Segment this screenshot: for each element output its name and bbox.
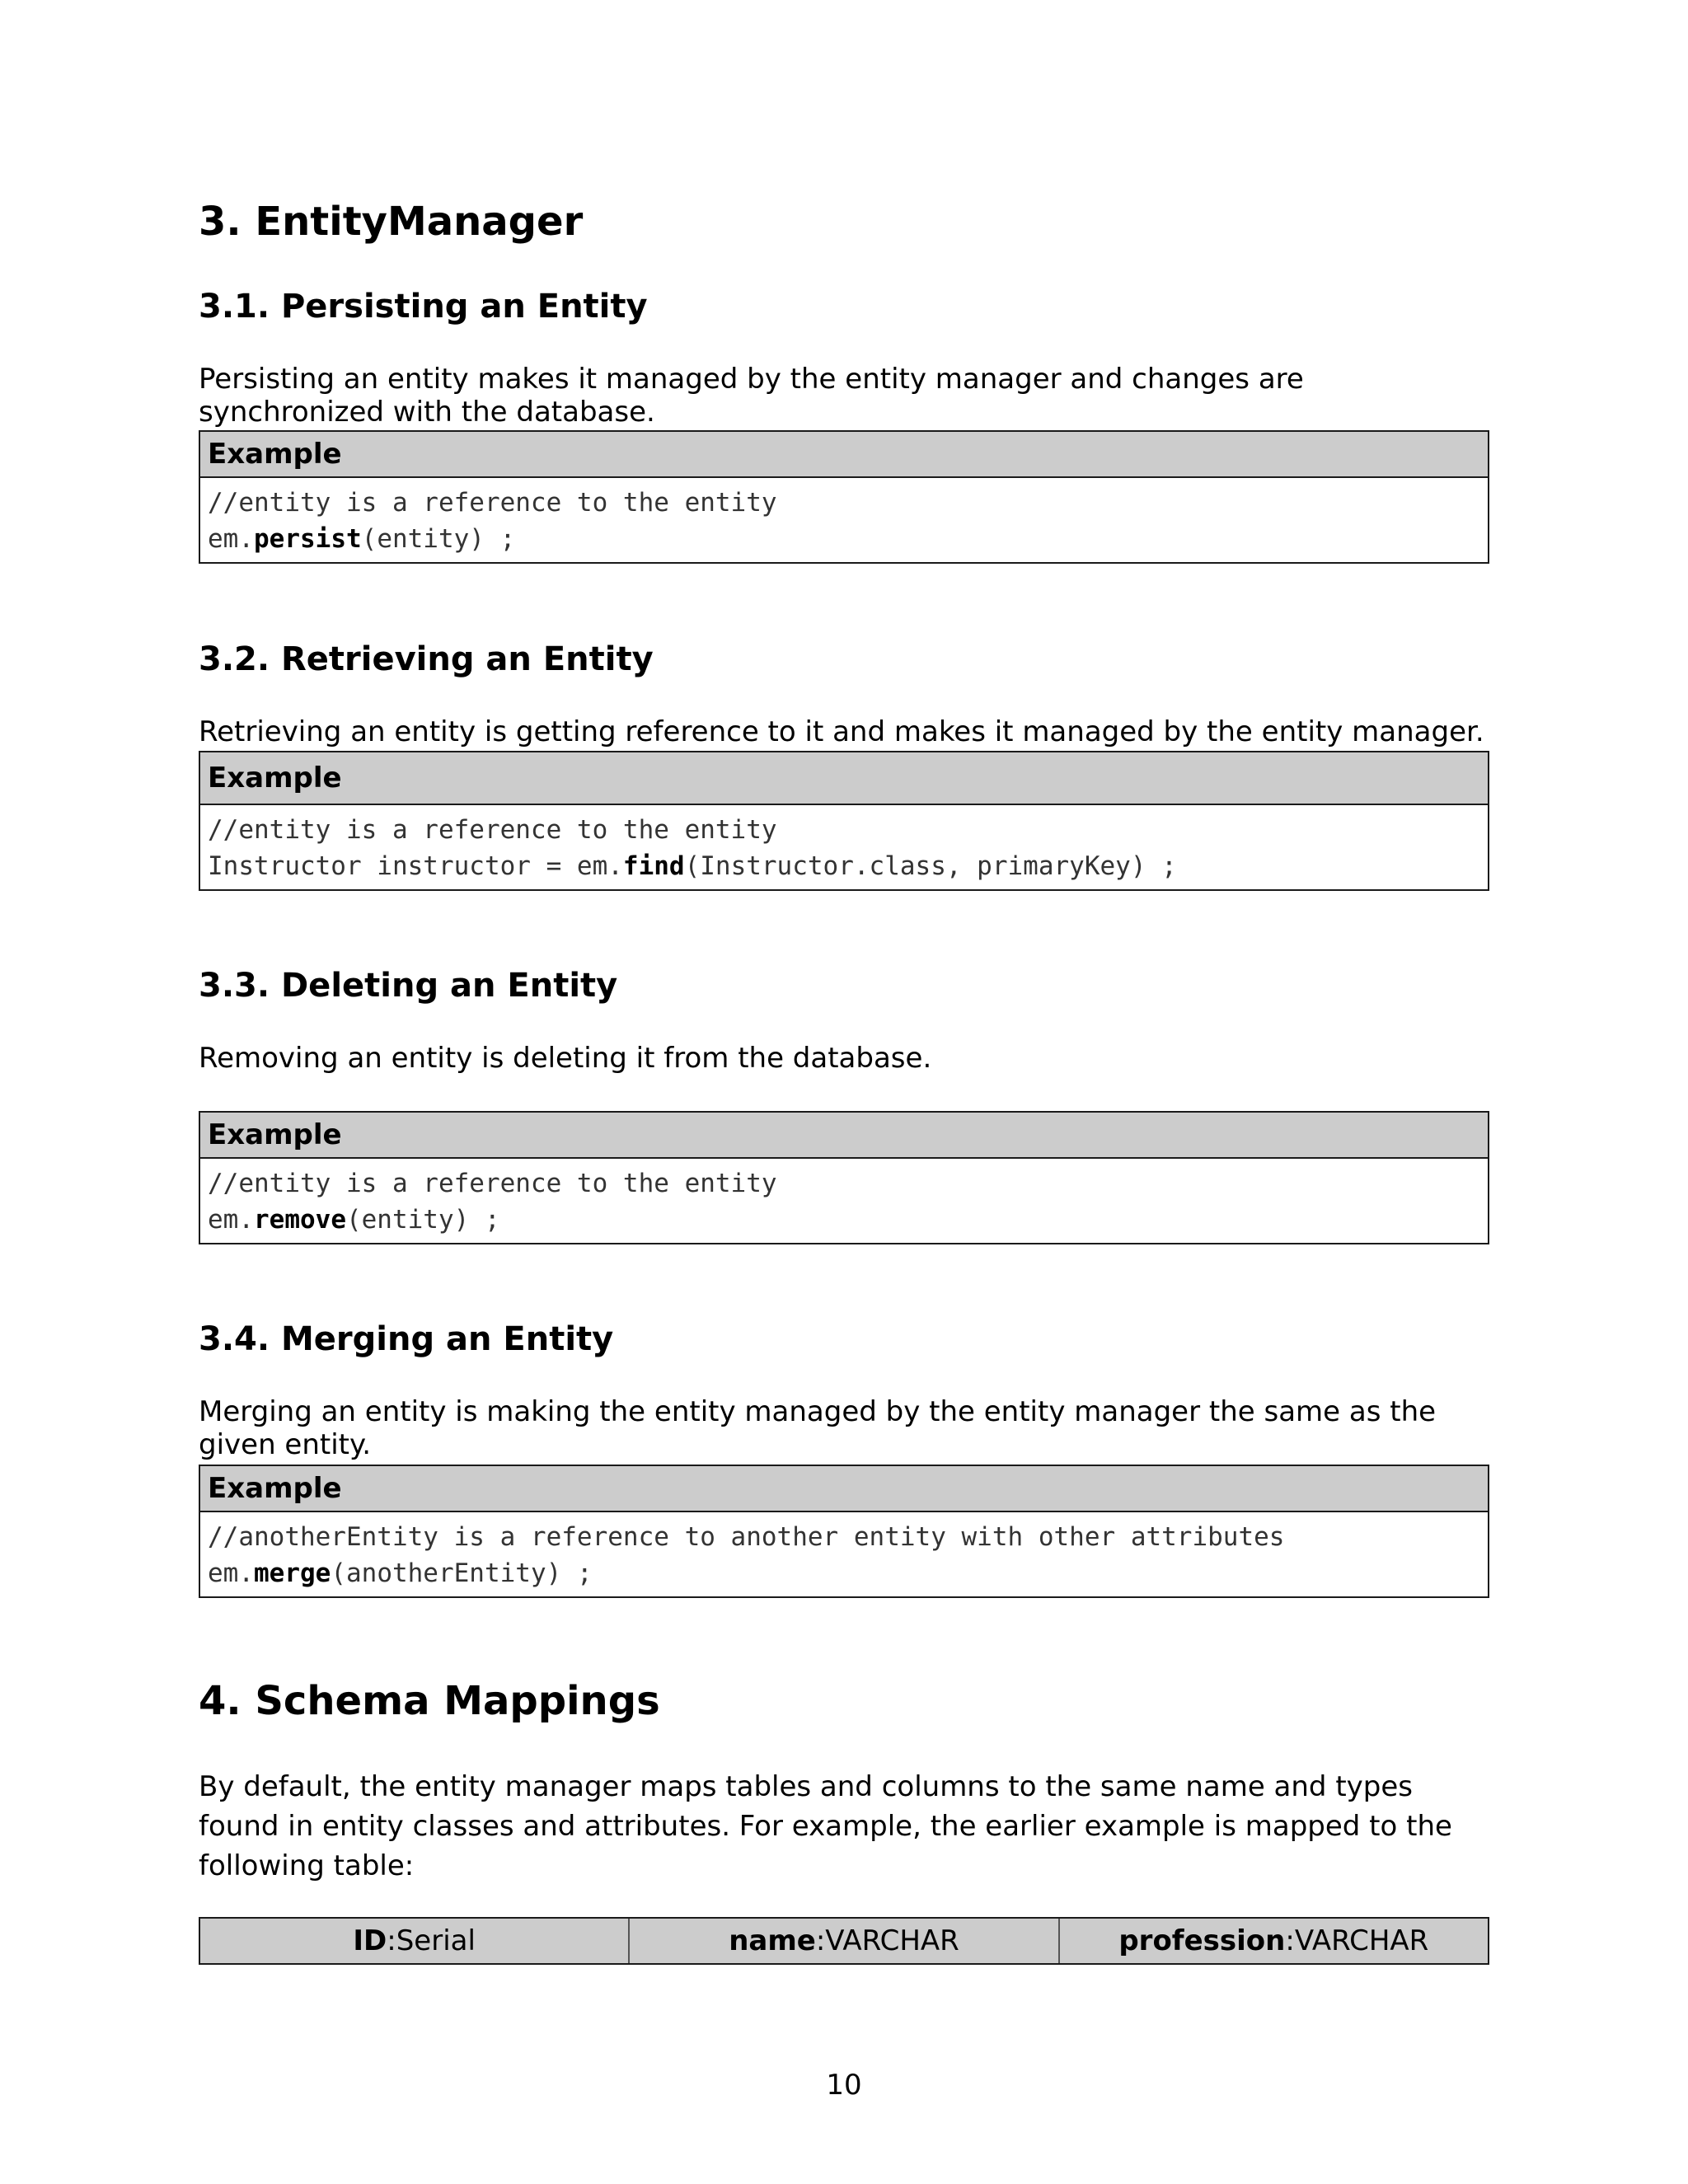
example-box-delete (199, 1111, 1489, 1244)
code-prefix: em. (208, 1205, 254, 1235)
column-name: name (729, 1924, 816, 1957)
code-block-retrieve (200, 805, 1488, 889)
code-prefix: em. (208, 524, 254, 554)
subsection-heading-delete: 3.3. Deleting an Entity (199, 967, 618, 1005)
section-heading-entitymanager: 3. EntityManager (199, 199, 584, 245)
paragraph-schema-mappings: By default, the entity manager maps tables and columns to the same name and types found in entity classes and attributes. For example, the earlier example is mapped to the following table: (199, 1770, 1452, 1882)
example-label: Example (200, 432, 1488, 478)
code-method: persist (254, 524, 362, 554)
schema-table (199, 1917, 1489, 1965)
page-number: 10 (826, 2069, 862, 2102)
column-name: profession (1118, 1924, 1286, 1957)
schema-column (1058, 1919, 1488, 1963)
code-block-merge (200, 1512, 1488, 1596)
code-prefix: em. (208, 1558, 254, 1588)
code-prefix: Instructor instructor = em. (208, 851, 623, 881)
code-method: find (622, 851, 685, 881)
subsection-heading-merge: 3.4. Merging an Entity (199, 1320, 614, 1358)
subsection-heading-retrieve: 3.2. Retrieving an Entity (199, 640, 654, 678)
column-type: :Serial (387, 1924, 476, 1957)
paragraph-retrieve: Retrieving an entity is getting reference to it and makes it managed by the entity manager. (199, 715, 1484, 748)
code-suffix: (Instructor.class, primaryKey) ; (684, 851, 1177, 881)
example-box-persist (199, 430, 1489, 564)
example-label: Example (200, 1466, 1488, 1512)
paragraph-persist: Persisting an entity makes it managed by the entity manager and changes are synchronized with the database. (199, 363, 1304, 429)
code-block-delete (200, 1159, 1488, 1243)
example-box-retrieve (199, 751, 1489, 891)
code-comment: //entity is a reference to the entity (208, 1169, 777, 1198)
paragraph-delete: Removing an entity is deleting it from the database. (199, 1042, 932, 1075)
code-method: remove (254, 1205, 346, 1235)
example-label: Example (200, 752, 1488, 805)
example-box-merge (199, 1465, 1489, 1598)
code-block-persist (200, 478, 1488, 562)
section-heading-schema-mappings: 4. Schema Mappings (199, 1678, 660, 1724)
code-suffix: (entity) ; (345, 1205, 500, 1235)
code-comment: //anotherEntity is a reference to another entity with other attributes (208, 1522, 1285, 1552)
example-label: Example (200, 1113, 1488, 1159)
code-suffix: (entity) ; (361, 524, 516, 554)
subsection-heading-persist: 3.1. Persisting an Entity (199, 288, 648, 326)
column-type: :VARCHAR (815, 1924, 959, 1957)
column-name: ID (353, 1924, 387, 1957)
schema-column (628, 1919, 1057, 1963)
schema-column (200, 1919, 628, 1963)
code-comment: //entity is a reference to the entity (208, 815, 777, 845)
code-comment: //entity is a reference to the entity (208, 488, 777, 518)
code-suffix: (anotherEntity) ; (331, 1558, 593, 1588)
paragraph-merge: Merging an entity is making the entity managed by the entity manager the same as the given entity. (199, 1395, 1437, 1461)
column-type: :VARCHAR (1285, 1924, 1429, 1957)
code-method: merge (254, 1558, 331, 1588)
